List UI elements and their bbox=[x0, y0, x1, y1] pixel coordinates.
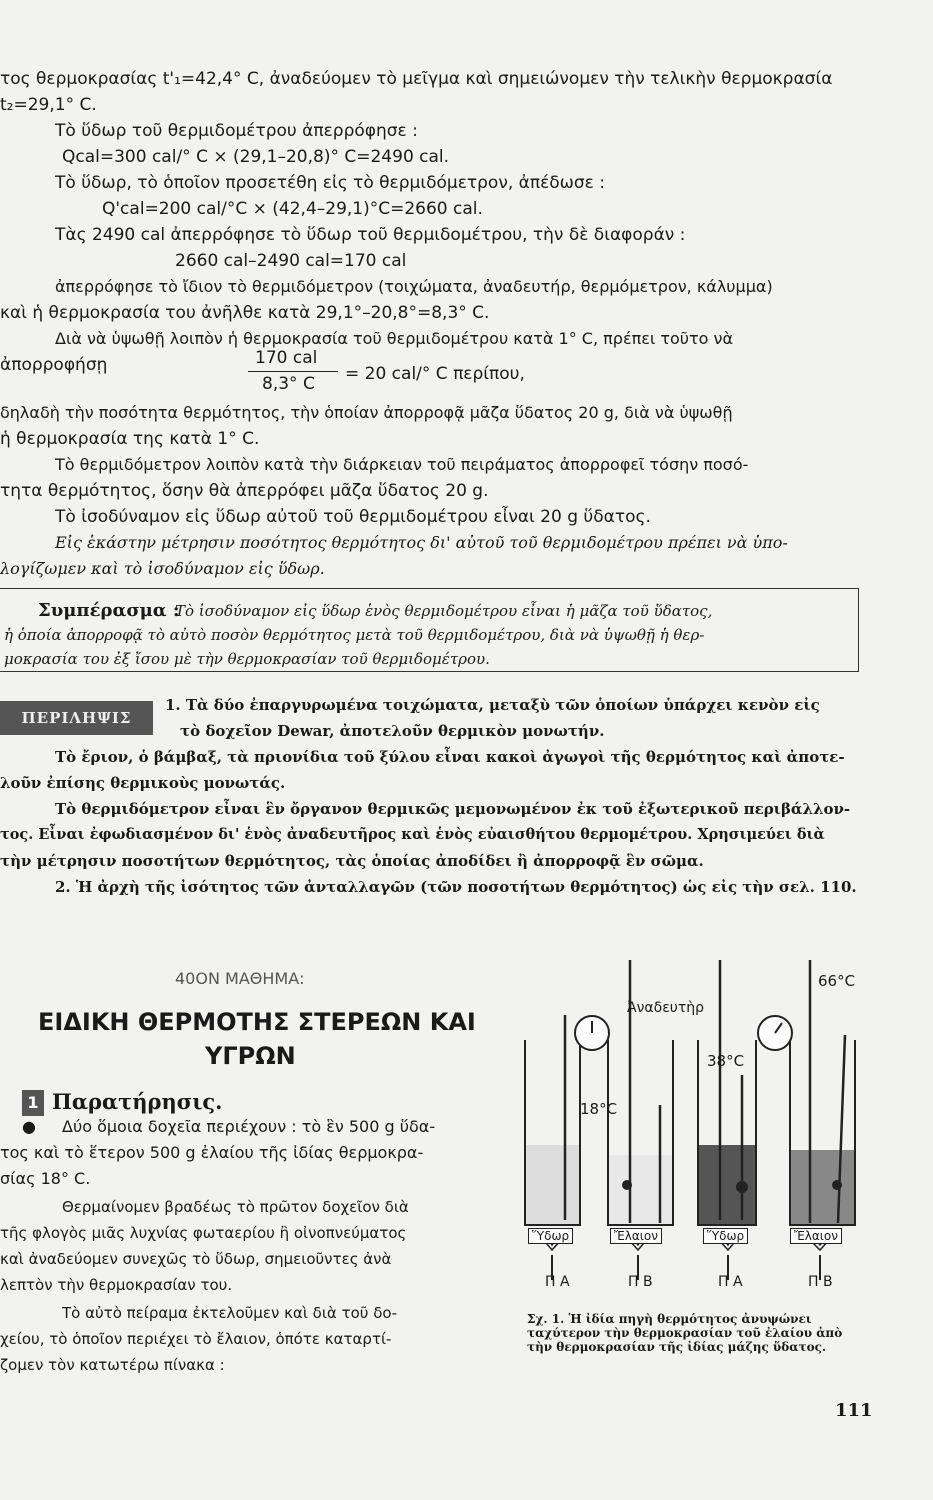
body-text: Τὸ αὐτὸ πείραμα ἐκτελοῦμεν καὶ διὰ τοῦ δο- bbox=[62, 1304, 397, 1322]
body-text: σίας 18° C. bbox=[0, 1169, 91, 1188]
text-line: λογίζωμεν καὶ τὸ ἰσοδύναμον εἰς ὕδωρ. bbox=[0, 559, 325, 578]
figure-caption: τὴν θερμοκρασίαν τῆς ἰδίας μάζης ὕδατος. bbox=[527, 1340, 827, 1354]
text-line: δηλαδὴ τὴν ποσότητα θερμότητος, τὴν ὁποίαν ἀπορροφᾷ μᾶζα ὕδατος 20 g, διὰ νὰ ὑψωθῇ bbox=[0, 403, 733, 422]
body-text: χείου, τὸ ὁποῖον περιέχει τὸ ἔλαιον, ὁπότε καταρτί- bbox=[0, 1330, 392, 1348]
source-label: Π B bbox=[808, 1274, 833, 1290]
water-label: Ὕδωρ bbox=[703, 1228, 748, 1244]
conclusion-heading: Συμπέρασμα : bbox=[38, 600, 180, 621]
temperature-label: 66°C bbox=[818, 972, 856, 990]
burner-icon bbox=[552, 1255, 820, 1280]
stirrer-label: Ἀναδευτὴρ bbox=[627, 1000, 705, 1016]
conclusion-text: ἡ ὁποία ἀπορροφᾷ τὸ αὐτὸ ποσὸν θερμότητος μετὰ τοῦ θερμιδομέτρου, διὰ νὰ ὑψωθῇ ἡ θερ- bbox=[4, 626, 705, 644]
lesson-title: ΕΙΔΙΚΗ ΘΕΡΜΟΤΗΣ ΣΤΕΡΕΩΝ ΚΑΙ bbox=[38, 1008, 476, 1036]
summary-text: Τὸ θερμιδόμετρον εἶναι ἓν ὄργανον θερμικῶς μεμονωμένον ἐκ τοῦ ἐξωτερικοῦ περιβάλλον- bbox=[55, 800, 851, 818]
lesson-number: 40ΟΝ ΜΑΘΗΜΑ: bbox=[175, 969, 305, 988]
page-number: 111 bbox=[835, 1400, 873, 1421]
section-number-badge: 1 bbox=[22, 1090, 44, 1116]
body-text: ζομεν τὸν κατωτέρω πίνακα : bbox=[0, 1356, 225, 1374]
summary-badge: ΠΕΡΙΛΗΨΙΣ bbox=[0, 701, 153, 735]
summary-text: λοῦν ἐπίσης θερμικοὺς μονωτάς. bbox=[0, 774, 286, 792]
text-line: ἀπερρόφησε τὸ ἴδιον τὸ θερμιδόμετρον (τοιχώματα, ἀναδευτήρ, θερμόμετρον, κάλυμμα) bbox=[55, 277, 773, 296]
equation: = 20 cal/° C περίπου, bbox=[345, 364, 525, 384]
lesson-title: ΥΓΡΩΝ bbox=[205, 1042, 296, 1070]
temperature-label: 18°C bbox=[580, 1100, 618, 1118]
text-line: Τὸ θερμιδόμετρον λοιπὸν κατὰ τὴν διάρκειαν τοῦ πειράματος ἀπορροφεῖ τόσην ποσό- bbox=[55, 455, 749, 474]
temperature-label: 38°C bbox=[707, 1052, 745, 1070]
body-text: λεπτὸν τὴν θερμοκρασίαν του. bbox=[0, 1276, 233, 1294]
equation: 2660 cal–2490 cal=170 cal bbox=[175, 251, 407, 271]
text-line: Τὰς 2490 cal ἀπερρόφησε τὸ ὕδωρ τοῦ θερμιδομέτρου, τὴν δὲ διαφοράν : bbox=[55, 225, 686, 245]
beaker-oil-2 bbox=[790, 1040, 855, 1225]
clock-icon bbox=[758, 1016, 792, 1050]
source-label: Π B bbox=[628, 1274, 653, 1290]
clock-icon bbox=[575, 1016, 609, 1050]
summary-text: 2. Ἡ ἀρχὴ τῆς ἰσότητος τῶν ἀνταλλαγῶν (τῶν ποσοτήτων θερμότητος) ὡς εἰς τὴν σελ. 110. bbox=[55, 878, 857, 896]
figure-caption: Σχ. 1. Ἡ ἰδία πηγὴ θερμότητος ἀνυψώνει bbox=[527, 1312, 812, 1326]
text-line: ἡ θερμοκρασία της κατὰ 1° C. bbox=[0, 429, 260, 449]
body-text: τῆς φλογὸς μιᾶς λυχνίας φωταερίου ἢ οἰνοπνεύματος bbox=[0, 1224, 407, 1242]
text-line: Εἰς ἑκάστην μέτρησιν ποσότητος θερμότητος δι' αὐτοῦ τοῦ θερμιδομέτρου πρέπει νὰ ὑπο- bbox=[55, 533, 788, 552]
source-label: Π A bbox=[545, 1274, 570, 1290]
bullet-icon: ● bbox=[22, 1117, 36, 1136]
text-line: τος θερμοκρασίας t'₁=42,4° C, ἀναδεύομεν τὸ μεῖγμα καὶ σημειώνομεν τὴν τελικὴν θερμοκρασία bbox=[0, 69, 833, 89]
figure-caption: ταχύτερον τὴν θερμοκρασίαν τοῦ ἐλαίου ἀπὸ bbox=[527, 1326, 843, 1340]
text-line: t₂=29,1° C. bbox=[0, 95, 97, 115]
summary-text: 1. Τὰ δύο ἐπαργυρωμένα τοιχώματα, μεταξὺ τῶν ὁποίων ὑπάρχει κενὸν εἰς bbox=[165, 696, 820, 714]
summary-text: τὸ δοχεῖον Dewar, ἀποτελοῦν θερμικὸν μονωτήν. bbox=[180, 722, 605, 740]
conclusion-text: μοκρασία του ἐξ ἴσου μὲ τὴν θερμοκρασίαν τοῦ θερμιδομέτρου. bbox=[4, 650, 490, 668]
oil-label: Ἔλαιον bbox=[790, 1228, 842, 1244]
beaker-water-1 bbox=[525, 1040, 580, 1225]
source-label: Π A bbox=[718, 1274, 743, 1290]
body-text: καὶ ἀναδεύομεν συνεχῶς τὸ ὕδωρ, σημειοῦντες ἀνὰ bbox=[0, 1250, 392, 1268]
section-title: Παρατήρησις. bbox=[52, 1089, 223, 1114]
text-line: Τὸ ἰσοδύναμον εἰς ὕδωρ αὐτοῦ τοῦ θερμιδομέτρου εἶναι 20 g ὕδατος. bbox=[55, 507, 651, 527]
oil-label: Ἔλαιον bbox=[610, 1228, 662, 1244]
body-text: Θερμαίνομεν βραδέως τὸ πρῶτον δοχεῖον διὰ bbox=[62, 1198, 409, 1216]
water-label: Ὕδωρ bbox=[528, 1228, 573, 1244]
fraction-bar bbox=[248, 371, 338, 372]
summary-text: Τὸ ἔριον, ὁ βάμβαξ, τὰ πριονίδια τοῦ ξύλου εἶναι κακοὶ ἀγωγοὶ τῆς θερμότητος καὶ ἀποτε- bbox=[55, 748, 845, 766]
conclusion-text: Τὸ ἰσοδύναμον εἰς ὕδωρ ἑνὸς θερμιδομέτρου εἶναι ἡ μᾶζα τοῦ ὕδατος, bbox=[175, 602, 713, 620]
text-line: ἀπορροφήσῃ bbox=[0, 355, 108, 375]
summary-text: τὴν μέτρησιν ποσοτήτων θερμότητος, τὰς ὁποίας ἀποδίδει ἢ ἀπορροφᾷ ἓν σῶμα. bbox=[0, 852, 704, 870]
fraction-numerator: 170 cal bbox=[255, 348, 318, 368]
text-line: Διὰ νὰ ὑψωθῇ λοιπὸν ἡ θερμοκρασία τοῦ θερμιδομέτρου κατὰ 1° C, πρέπει τοῦτο νὰ bbox=[55, 329, 734, 348]
text-line: Τὸ ὕδωρ τοῦ θερμιδομέτρου ἀπερρόφησε : bbox=[55, 121, 418, 141]
beaker-oil-1 bbox=[608, 1040, 673, 1225]
body-text: Δύο ὅμοια δοχεῖα περιέχουν : τὸ ἓν 500 g ὕδα- bbox=[62, 1117, 436, 1136]
text-line: τητα θερμότητος, ὅσην θὰ ἀπερρόφει μᾶζα ὕδατος 20 g. bbox=[0, 481, 489, 501]
fraction-denominator: 8,3° C bbox=[262, 374, 315, 394]
text-line: καὶ ἡ θερμοκρασία του ἀνῆλθε κατὰ 29,1°–20,8°=8,3° C. bbox=[0, 303, 490, 323]
body-text: τος καὶ τὸ ἕτερον 500 g ἐλαίου τῆς ἰδίας θερμοκρα- bbox=[0, 1143, 424, 1162]
equation: Qcal=300 cal/° C × (29,1–20,8)° C=2490 cal. bbox=[62, 147, 450, 167]
text-line: Τὸ ὕδωρ, τὸ ὁποῖον προσετέθη εἰς τὸ θερμιδόμετρον, ἀπέδωσε : bbox=[55, 173, 605, 193]
summary-text: τος. Εἶναι ἐφωδιασμένον δι' ἑνὸς ἀναδευτῆρος καὶ ἑνὸς εὐαισθήτου θερμομέτρου. Χρησιμεύει διὰ bbox=[0, 826, 825, 843]
equation: Q'cal=200 cal/°C × (42,4–29,1)°C=2660 cal. bbox=[102, 199, 483, 219]
